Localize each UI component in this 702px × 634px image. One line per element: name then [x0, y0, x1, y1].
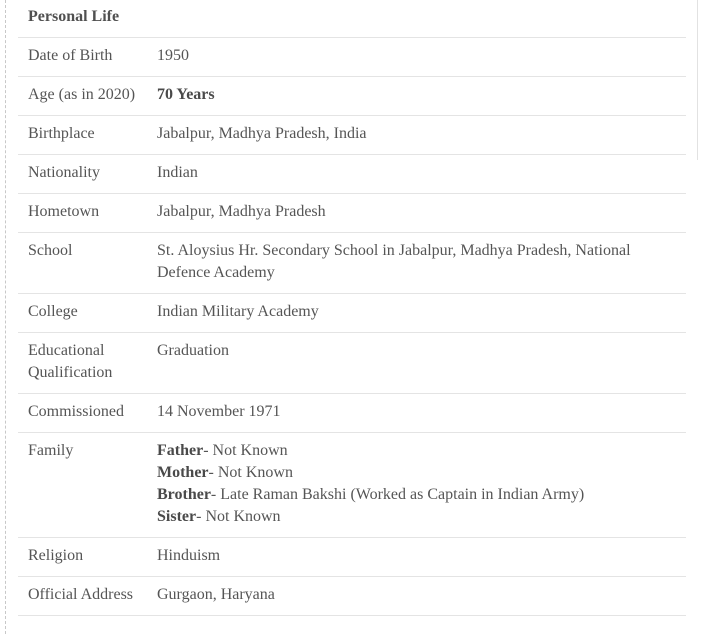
family-member-mother	[157, 462, 676, 484]
table-row	[18, 38, 686, 77]
personal-life-table	[18, 0, 686, 616]
family-detail: - Not Known	[203, 442, 288, 459]
row-value-official-address: Gurgaon, Haryana	[147, 577, 686, 616]
table-row	[18, 116, 686, 155]
table-row	[18, 577, 686, 616]
table-row	[18, 77, 686, 116]
row-label-commissioned: Commissioned	[18, 394, 147, 433]
family-member-brother	[157, 484, 676, 506]
row-label-hometown: Hometown	[18, 194, 147, 233]
row-label-birthplace: Birthplace	[18, 116, 147, 155]
right-border	[697, 0, 698, 160]
table-row	[18, 155, 686, 194]
row-value-college: Indian Military Academy	[147, 294, 686, 333]
table-row	[18, 333, 686, 394]
table-row	[18, 294, 686, 333]
family-relation: Mother	[157, 464, 209, 481]
family-relation: Brother	[157, 486, 211, 503]
row-value-hometown: Jabalpur, Madhya Pradesh	[147, 194, 686, 233]
family-detail: - Not Known	[208, 464, 293, 481]
row-value-nationality: Indian	[147, 155, 686, 194]
family-detail: - Late Raman Bakshi (Worked as Captain in Indian Army)	[210, 486, 585, 503]
family-relation: Sister	[157, 508, 197, 525]
row-value-educational-qualification: Graduation	[147, 333, 686, 394]
row-label-age: Age (as in 2020)	[18, 77, 147, 116]
section-title: Personal Life	[18, 0, 686, 38]
row-value-birthplace: Jabalpur, Madhya Pradesh, India	[147, 116, 686, 155]
left-dashed-border	[5, 0, 6, 634]
row-label-official-address: Official Address	[18, 577, 147, 616]
row-label-religion: Religion	[18, 538, 147, 577]
family-detail: - Not Known	[196, 508, 281, 525]
row-value-date-of-birth: 1950	[147, 38, 686, 77]
section-header-row	[18, 0, 686, 38]
row-label-date-of-birth: Date of Birth	[18, 38, 147, 77]
row-label-college: College	[18, 294, 147, 333]
family-member-father	[157, 440, 676, 462]
row-value-commissioned: 14 November 1971	[147, 394, 686, 433]
row-value-family	[147, 433, 686, 538]
row-value-age: 70 Years	[147, 77, 686, 116]
table-row	[18, 394, 686, 433]
row-label-school: School	[18, 233, 147, 294]
row-label-nationality: Nationality	[18, 155, 147, 194]
family-member-sister	[157, 506, 676, 528]
table-row	[18, 538, 686, 577]
table-row	[18, 194, 686, 233]
row-value-religion: Hinduism	[147, 538, 686, 577]
table-row-family	[18, 433, 686, 538]
table-row	[18, 233, 686, 294]
family-relation: Father	[157, 442, 204, 459]
row-label-family: Family	[18, 433, 147, 538]
row-label-educational-qualification: Educational Qualification	[18, 333, 147, 394]
row-value-school: St. Aloysius Hr. Secondary School in Jabalpur, Madhya Pradesh, National Defence Academy	[147, 233, 686, 294]
